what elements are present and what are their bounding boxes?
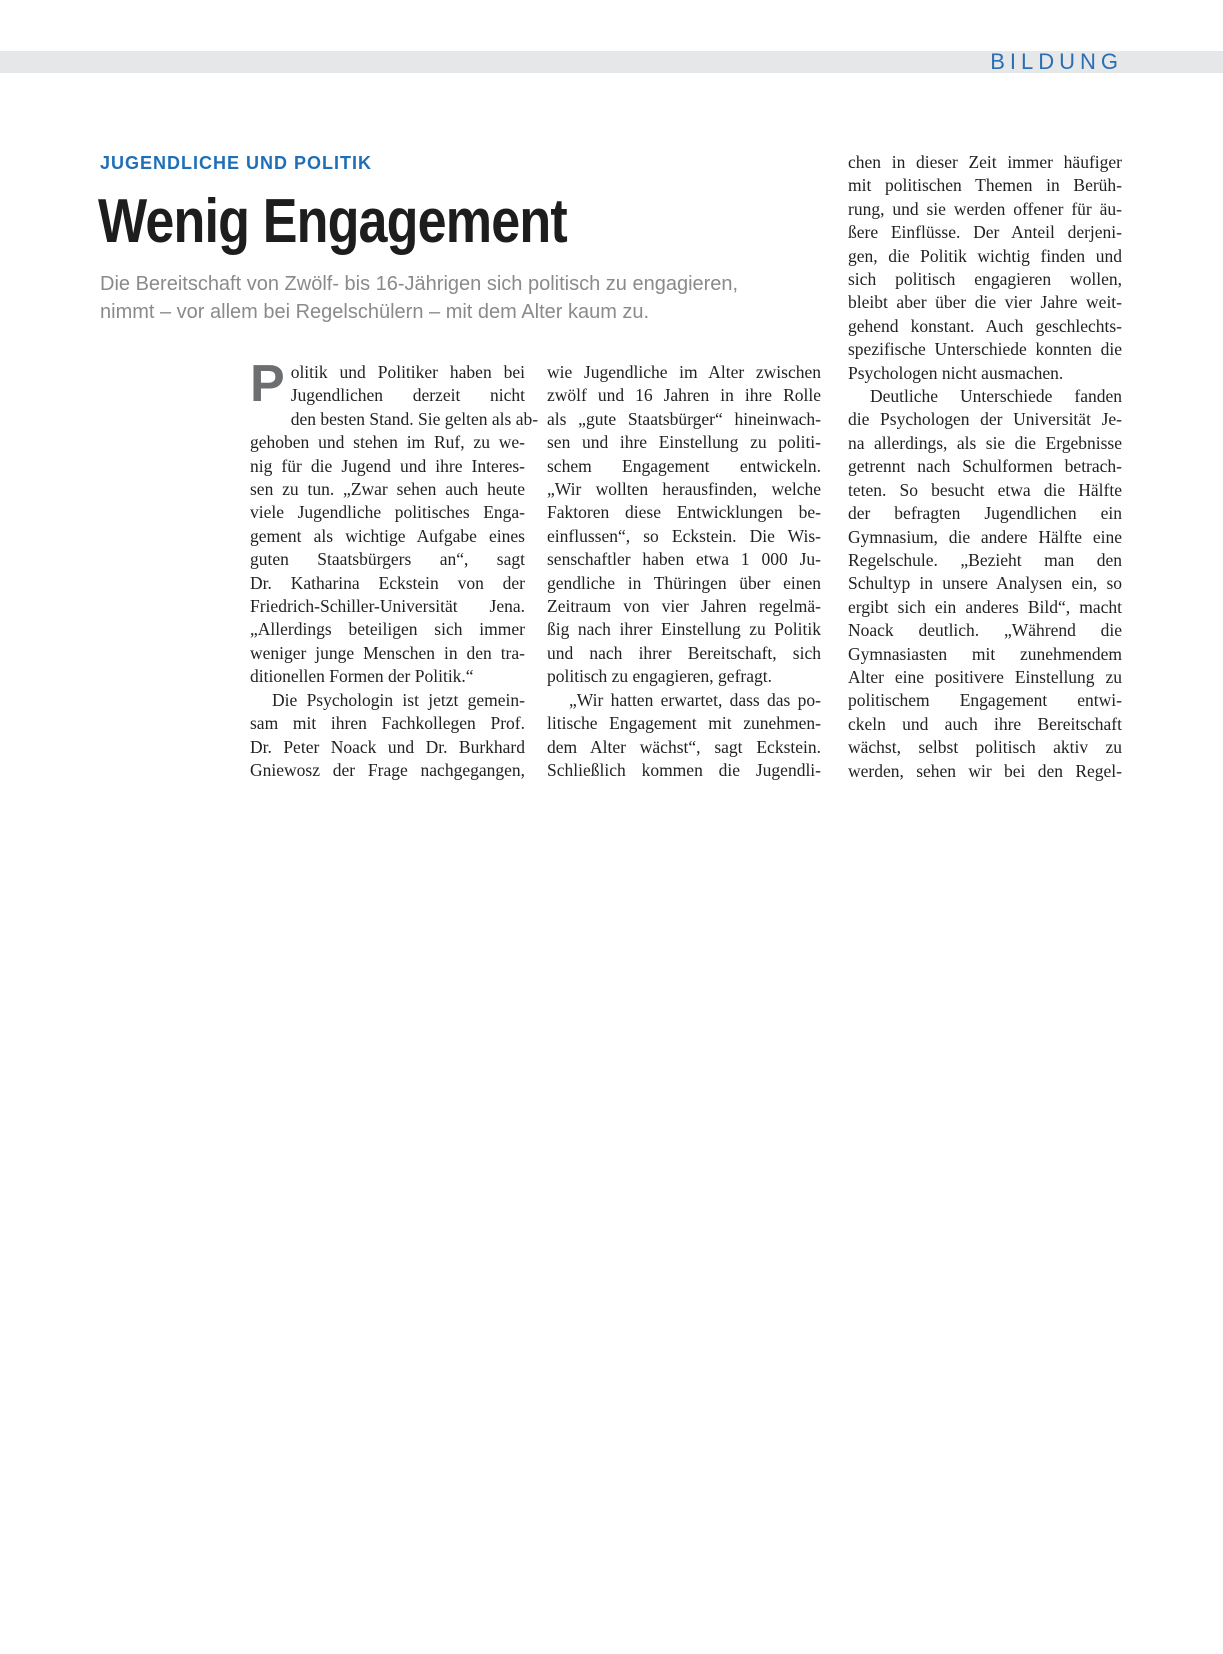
body-line: Noack deutlich. „Während die [848,620,1122,641]
body-line: sen und ihre Einstellung zu politi- [547,432,821,453]
body-line: olitik und Politiker haben bei [290,362,525,382]
body-line: gement als wichtige Aufgabe eines [250,525,525,546]
body-line: einflussen“, so Eckstein. Die Wis- [547,525,821,546]
deck-line: Die Bereitschaft von Zwölf- bis 16-Jährigen sich politisch zu engagieren, [100,273,739,295]
body-line: als „gute Staatsbürger“ hineinwach- [547,408,821,429]
body-line: Dr. Peter Noack und Dr. Burkhard [250,736,525,757]
body-line: nig für die Jugend und ihre Interes- [250,455,525,476]
body-line: Gniewosz der Frage nachgegangen, [250,759,525,780]
body-line: wie Jugendliche im Alter zwischen [547,362,821,382]
body-line: der befragten Jugendlichen ein [848,503,1122,524]
body-line: „Allerdings beteiligen sich immer [250,619,525,640]
body-line: Alter eine positivere Einstellung zu [848,666,1122,687]
body-line: sich politisch engagieren wollen, [848,269,1122,290]
body-line: Die Psychologin ist jetzt gemein- [272,689,525,710]
body-line: gehend konstant. Auch geschlechts- [848,315,1122,336]
body-line: Schultyp in unsere Analysen ein, so [848,573,1122,594]
body-line: chen in dieser Zeit immer häufiger [848,152,1122,172]
section-label: BILDUNG [990,49,1123,74]
body-line: ditionellen Formen der Politik.“ [250,666,474,687]
body-line: gen, die Politik wichtig finden und [848,245,1122,266]
body-line: den besten Stand. Sie gelten als ab- [290,408,539,429]
body-line: „Wir hatten erwartet, dass das po- [569,689,821,710]
deck-line: nimmt – vor allem bei Regelschülern – mit dem Alter kaum zu. [100,301,650,323]
body-line: ßere Einflüsse. Der Anteil derjeni- [848,222,1122,243]
body-line: gendliche in Thüringen über einen [547,572,821,593]
body-line: na allerdings, als sie die Ergebnisse [848,432,1122,453]
body-line: bleibt aber über die vier Jahre weit- [848,292,1122,313]
body-line: ßig nach ihrer Einstellung zu Politik [547,619,821,640]
article-headline: Wenig Engagement [98,187,567,256]
body-line: ergibt sich ein anderes Bild“, macht [848,596,1122,617]
body-line: Friedrich-Schiller-Universität Jena. [250,596,525,617]
body-line: ckeln und auch ihre Bereitschaft [848,713,1122,734]
body-line: Gymnasiasten mit zunehmendem [848,643,1122,664]
body-line: werden, sehen wir bei den Regel- [848,760,1122,781]
body-line: gehoben und stehen im Ruf, zu we- [250,432,525,453]
body-line: Zeitraum von vier Jahren regelmä- [547,596,821,617]
body-line: politischem Engagement entwi- [848,690,1122,711]
body-line: litische Engagement mit zunehmen- [547,713,821,734]
article-column-1 [250,355,539,782]
body-line: sam mit ihren Fachkollegen Prof. [250,713,525,734]
body-line: Schließlich kommen die Jugendli- [547,759,821,780]
body-line: dem Alter wächst“, sagt Eckstein. [547,736,821,757]
body-line: Gymnasium, die andere Hälfte eine [848,526,1122,547]
body-line: schem Engagement entwickeln. [547,455,821,476]
body-line: Regelschule. „Bezieht man den [848,549,1122,570]
body-line: teten. So besucht etwa die Hälfte [848,479,1122,500]
body-line: zwölf und 16 Jahren in ihre Rolle [547,385,821,406]
body-line: Faktoren diese Entwicklungen be- [547,502,821,523]
body-line: die Psychologen der Universität Je- [848,409,1122,430]
body-line: getrennt nach Schulformen betrach- [848,456,1122,477]
body-line: Psychologen nicht ausmachen. [848,362,1064,383]
body-line: sen zu tun. „Zwar sehen auch heute [250,479,525,500]
body-line: weniger junge Menschen in den tra- [250,642,525,663]
body-line: wächst, selbst politisch aktiv zu [848,737,1122,758]
body-line: viele Jugendliche politisches Enga- [250,502,525,523]
body-line: spezifische Unterschiede konnten die [848,339,1122,360]
body-line: politisch zu engagieren, gefragt. [547,666,772,687]
body-line: mit politischen Themen in Berüh- [848,175,1122,196]
article-kicker: JUGENDLICHE UND POLITIK [100,153,373,173]
body-line: senschaftler haben etwa 1 000 Ju- [547,549,821,570]
article-column-2 [547,361,821,782]
body-line: „Wir wollten herausfinden, welche [547,479,821,500]
body-line: Dr. Katharina Eckstein von der [250,572,525,593]
article-column-3 [848,151,1122,783]
article-deck [100,270,830,326]
body-line: Deutliche Unterschiede fanden [870,386,1122,407]
body-line: und nach ihrer Bereitschaft, sich [547,642,821,663]
body-line: guten Staatsbürgers an“, sagt [250,549,525,570]
body-line: Jugendlichen derzeit nicht [290,385,525,406]
body-line: rung, und sie werden offener für äu- [848,198,1122,219]
drop-cap: P [250,355,285,413]
